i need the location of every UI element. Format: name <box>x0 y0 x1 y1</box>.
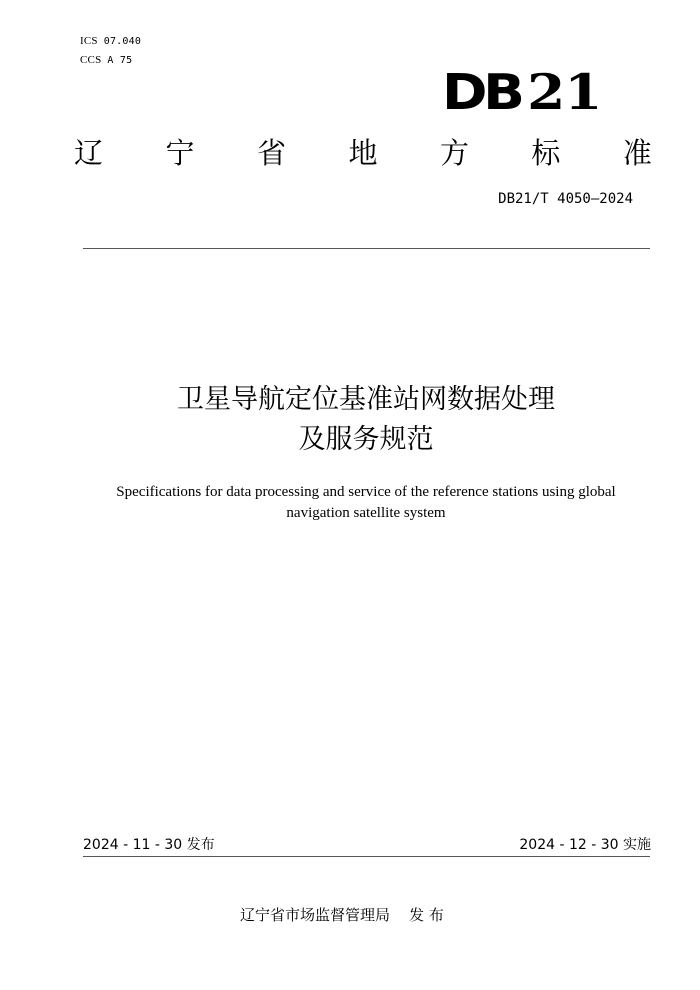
ccs-value: A 75 <box>107 55 133 66</box>
standard-type-char: 省 <box>256 136 286 170</box>
standard-type-char: 辽 <box>74 136 104 170</box>
db21-logo <box>442 64 621 120</box>
ccs-label: CCS <box>80 54 102 66</box>
standard-type-char: 准 <box>622 136 652 170</box>
db-logo-prefix: DB <box>442 64 521 121</box>
ccs-code <box>80 54 132 66</box>
title-chinese-line2: 及服务规范 <box>298 424 434 455</box>
db-logo-number: 21 <box>527 63 602 121</box>
standard-number: DB21/T 4050—2024 <box>498 191 633 207</box>
standard-type-heading <box>74 134 652 172</box>
title-chinese <box>50 380 682 460</box>
ics-label: ICS <box>80 35 98 47</box>
issue-date: 2024 - 11 - 30 发布 <box>83 837 215 853</box>
ics-value: 07.040 <box>103 36 142 47</box>
title-english-line1: Specifications for data processing and service of the reference stations using global <box>116 484 616 500</box>
standard-type-char: 标 <box>531 136 561 170</box>
bottom-divider <box>83 856 650 857</box>
top-divider <box>83 248 650 249</box>
standard-type-char: 宁 <box>165 136 195 170</box>
issuing-authority: 辽宁省市场监督管理局 发 布 <box>240 906 444 924</box>
title-english <box>80 482 652 524</box>
title-english-line2: navigation satellite system <box>286 505 446 521</box>
standard-type-char: 地 <box>348 136 378 170</box>
standard-type-char: 方 <box>439 136 469 170</box>
implementation-date: 2024 - 12 - 30 实施 <box>519 837 651 853</box>
ics-code <box>80 35 141 47</box>
title-chinese-line1: 卫星导航定位基准站网数据处理 <box>177 384 555 415</box>
